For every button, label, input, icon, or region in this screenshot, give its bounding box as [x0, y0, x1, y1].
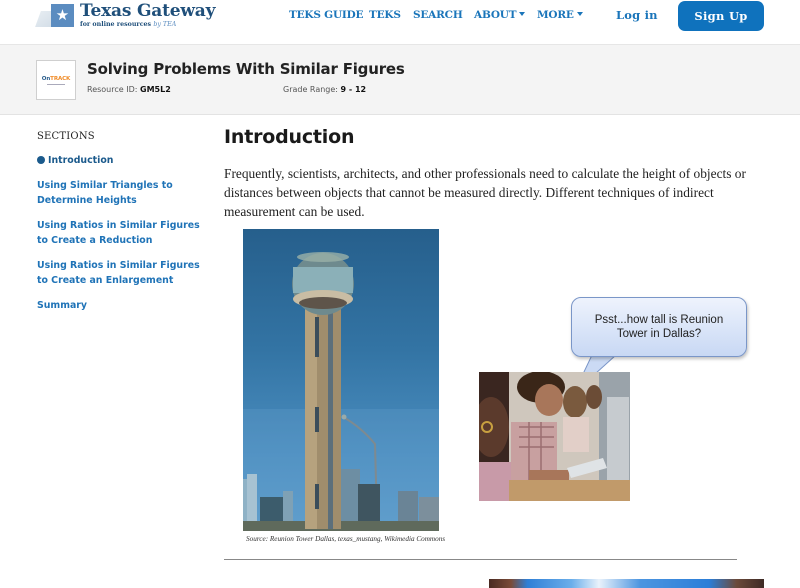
students-image — [479, 372, 630, 501]
login-link[interactable]: Log in — [616, 8, 658, 22]
resource-header — [0, 44, 800, 115]
sidebar-item-enlargement[interactable]: Using Ratios in Similar Figures to Create an Enlargement — [37, 260, 200, 286]
nav-more[interactable] — [537, 9, 583, 21]
resource-thumbnail — [36, 60, 76, 100]
nav-label: TEKS — [369, 9, 401, 21]
ontrack-logo: OnTRACK — [41, 75, 71, 82]
intro-paragraph: Frequently, scientists, architects, and other professionals need to calculate the height of objects or distances between objects that cannot be measured directly. Different techniques of indirect measurement can be used. — [224, 166, 746, 219]
grade-range-value: 9 - 12 — [340, 85, 367, 94]
resource-title: Solving Problems With Similar Figures — [87, 60, 405, 78]
resource-id — [87, 85, 171, 94]
texas-gateway-logo[interactable] — [38, 3, 238, 31]
sidebar-item-label: Introduction — [48, 155, 114, 166]
active-dot-icon — [37, 156, 45, 164]
logo-subtitle-text: for online resources — [80, 21, 152, 28]
nav-about[interactable] — [474, 9, 525, 21]
students-illustration — [479, 372, 630, 501]
nav-label: ABOUT — [474, 9, 517, 21]
star-icon: ★ — [51, 4, 74, 27]
top-navigation — [0, 0, 800, 44]
sign-up-button[interactable]: Sign Up — [678, 1, 764, 31]
resource-id-label: Resource ID: — [87, 85, 138, 94]
nav-search[interactable] — [413, 9, 463, 21]
grade-range-label: Grade Range: — [283, 85, 338, 94]
speech-bubble: Psst...how tall is Reunion Tower in Dallas? — [571, 297, 747, 357]
nav-label: TEKS GUIDE — [289, 9, 364, 21]
main-content — [224, 126, 769, 219]
nav-teks-guide[interactable] — [289, 9, 363, 21]
chevron-down-icon — [519, 12, 525, 16]
next-section-image — [489, 579, 764, 588]
chevron-down-icon — [577, 12, 583, 16]
tower-illustration — [243, 229, 439, 531]
sidebar-item-summary[interactable]: Summary — [37, 300, 88, 311]
thumbnail-tagline-line — [47, 84, 65, 85]
sidebar-item-introduction[interactable] — [37, 153, 207, 168]
reunion-tower-image — [243, 229, 439, 531]
sections-heading: SECTIONS — [37, 131, 95, 142]
image-caption: Source: Reunion Tower Dallas, texas_mustang, Wikimedia Commons — [246, 535, 446, 543]
nav-label: SEARCH — [413, 9, 463, 21]
sections-sidebar — [37, 131, 207, 323]
sidebar-item-similar-triangles[interactable]: Using Similar Triangles to Determine Heights — [37, 180, 173, 206]
logo-subtitle — [80, 21, 176, 28]
logo-title: Texas Gateway — [80, 1, 216, 21]
nav-teks[interactable] — [369, 9, 401, 21]
nav-label: MORE — [537, 9, 574, 21]
grade-range — [283, 85, 366, 94]
resource-id-value: GM5L2 — [140, 85, 171, 94]
logo-subtitle-suffix: by TEA — [153, 21, 177, 28]
sidebar-item-reduction[interactable]: Using Ratios in Similar Figures to Create a Reduction — [37, 220, 200, 246]
section-heading: Introduction — [224, 126, 355, 148]
section-divider — [224, 559, 737, 560]
